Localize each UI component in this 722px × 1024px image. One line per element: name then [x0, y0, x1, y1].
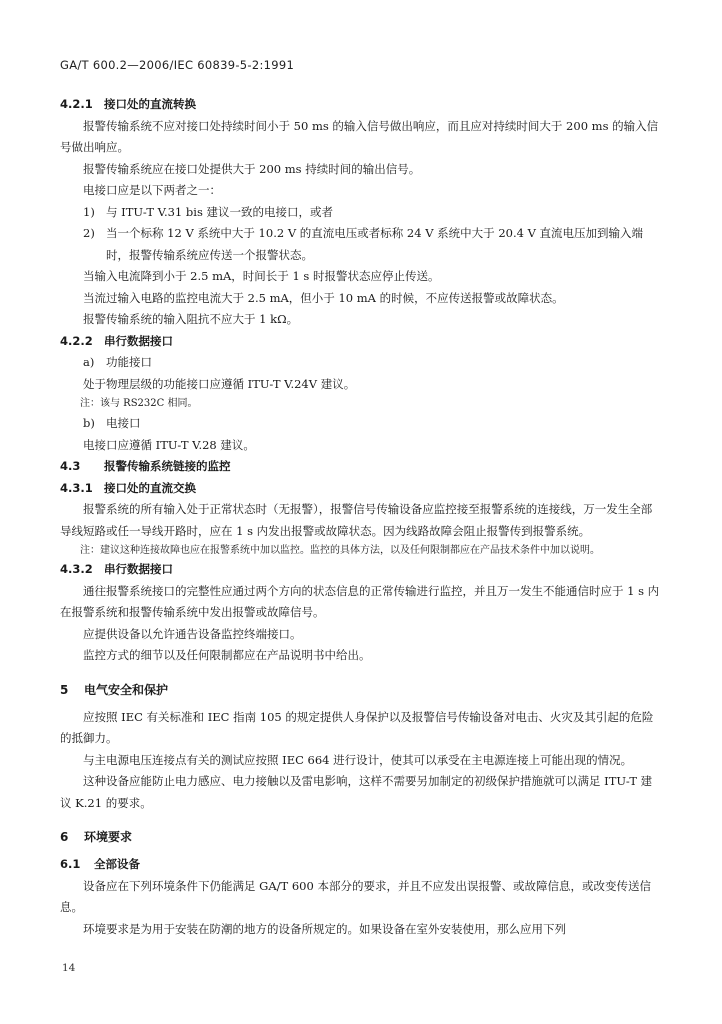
section-heading-6-1: 6.1 全部设备: [60, 857, 140, 871]
section-heading-4-3-1: 4.3.1 接口处的直流交换: [60, 480, 196, 495]
paragraph: 电接口应遵循 ITU-T V.28 建议。: [83, 437, 255, 452]
paragraph: 电接口应是以下两者之一：: [83, 183, 221, 197]
paragraph: 应提供设备以允许通告设备监控终端接口。: [83, 626, 302, 641]
paragraph: 当流过输入电路的监控电流大于 2.5 mA，但小于 10 mA 的时候，不应传送报警或故障状态。: [83, 290, 564, 305]
section-heading-4-2-2: 4.2.2 串行数据接口: [60, 333, 173, 348]
note: 注：建议这种连接故障也应在报警系统中加以监控。监控的具体方法，以及任何限制都应在产品技术条件中加以说明。: [80, 545, 600, 556]
page-number: 14: [62, 962, 76, 974]
paragraph: 环境要求是为用于安装在防潮的地方的设备所规定的。如果设备在室外安装使用，那么应用下列: [83, 921, 566, 936]
paragraph: 报警系统的所有输入处于正常状态时（无报警），报警信号传输设备应监控接至报警系统的连接线，万一发生全部导线短路或任一导线开路时，应在 1 s 内发出报警或故障状态。因为线路故障会阻止报警传到报警系统。: [60, 502, 653, 538]
paragraph: 设备应在下列环境条件下仍能满足 GA/T 600 本部分的要求，并且不应发出误报警、或故障信息，或改变传送信息。: [60, 878, 651, 914]
standard-code-header: GA/T 600.2—2006/IEC 60839-5-2:1991: [60, 58, 295, 72]
section-heading-5: 5 电气安全和保护: [60, 682, 169, 697]
document-body: [60, 94, 660, 940]
paragraph: 监控方式的细节以及任何限制都应在产品说明书中给出。: [83, 648, 371, 662]
paragraph: 报警传输系统应在接口处提供大于 200 ms 持续时间的输出信号。: [83, 161, 421, 176]
paragraph: 报警传输系统的输入阻抗不应大于 1 kΩ。: [83, 312, 299, 326]
list-item: 2) 当一个标称 12 V 系统中大于 10.2 V 的直流电压或者标称 24 V 系统中大于 20.4 V 直流电压加到输入端时，报警传输系统应传送一个报警状态。: [83, 226, 644, 262]
paragraph: 应按照 IEC 有关标准和 IEC 指南 105 的规定提供人身保护以及报警信号传输设备对电击、火灾及其引起的危险的抵御力。: [60, 709, 654, 745]
section-heading-4-3: 4.3 报警传输系统链接的监控: [60, 459, 231, 473]
paragraph: 与主电源电压连接点有关的测试应按照 IEC 664 进行设计，使其可以承受在主电源连接上可能出现的情况。: [83, 752, 633, 767]
paragraph: 通往报警系统接口的完整性应通过两个方向的状态信息的正常传输进行监控，并且万一发生不能通信时应于 1 s 内在报警系统和报警传输系统中发出报警或故障信号。: [60, 583, 660, 619]
note: 注：该与 RS232C 相同。: [80, 398, 198, 409]
paragraph: 这种设备应能防止电力感应、电力接触以及雷电影响，这样不需要另加制定的初级保护措施就可以满足 ITU-T 建议 K.21 的要求。: [60, 774, 653, 810]
section-heading-4-3-2: 4.3.2 串行数据接口: [60, 562, 173, 576]
list-item: b) 电接口: [83, 416, 141, 430]
list-item: a) 功能接口: [83, 355, 152, 369]
section-heading-4-2-1: 4.2.1 接口处的直流转换: [60, 97, 196, 111]
section-heading-6: 6 环境要求: [60, 830, 133, 844]
paragraph: 处于物理层级的功能接口应遵循 ITU-T V.24V 建议。: [83, 376, 356, 391]
list-item: 1) 与 ITU-T V.31 bis 建议一致的电接口，或者: [83, 204, 333, 219]
paragraph: 报警传输系统不应对接口处持续时间小于 50 ms 的输入信号做出响应，而且应对持续时间大于 200 ms 的输入信号做出响应。: [60, 118, 659, 154]
paragraph: 当输入电流降到小于 2.5 mA，时间长于 1 s 时报警状态应停止传送。: [83, 269, 440, 283]
